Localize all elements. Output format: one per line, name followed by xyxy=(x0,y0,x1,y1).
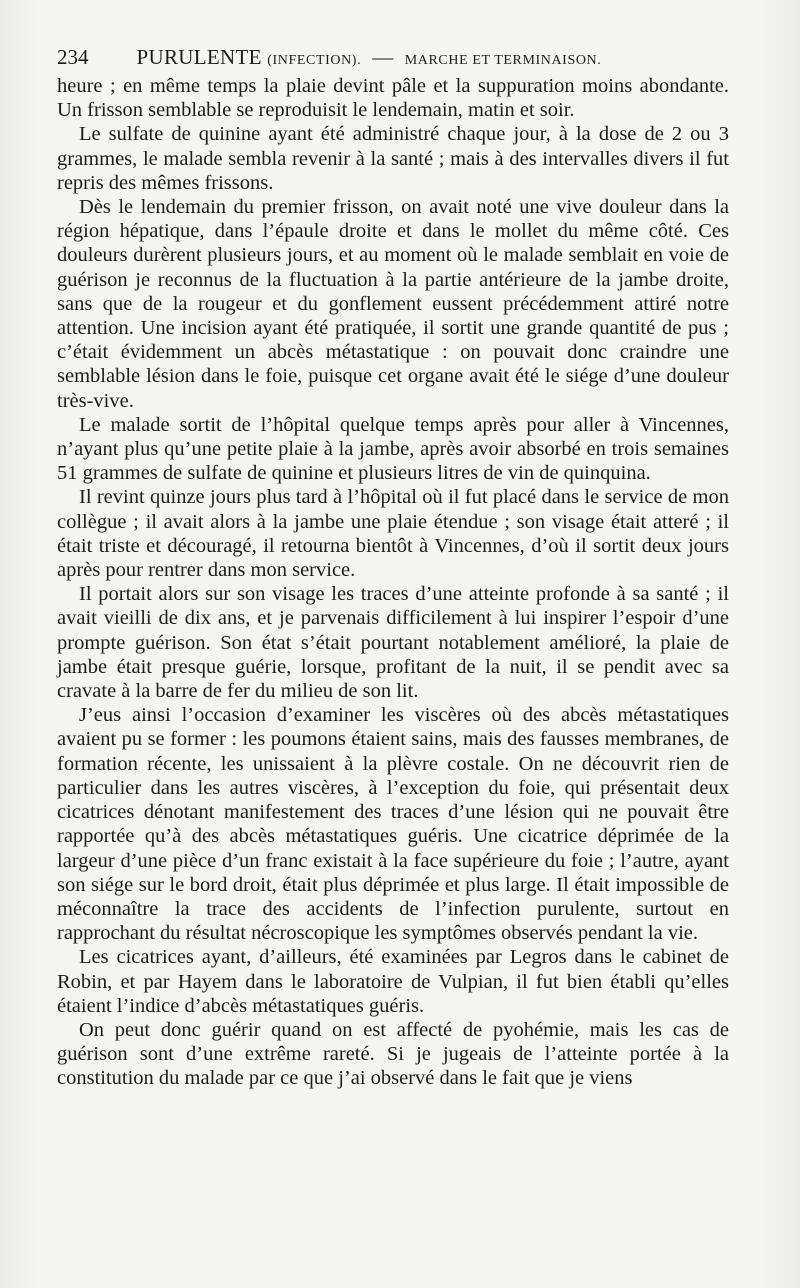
body-text xyxy=(57,74,729,1091)
running-title xyxy=(137,40,602,78)
running-title-main: PURULENTE xyxy=(136,45,262,69)
paragraph-8: Les cicatrices ayant, d’ailleurs, été examinées par Legros dans le cabinet de Robin, et par Hayem dans le laboratoire de Vulpian, il fut bien établi qu’elles étaient l’indice d’abcès métastatiques guéris. xyxy=(57,946,729,1017)
paragraph-3: Dès le lendemain du premier frisson, on avait noté une vive douleur dans la région hépatique, dans l’épaule droite et dans le mollet du même côté. Ces douleurs durèrent plusieurs jours, et au moment où le malade semblait en voie de guérison je reconnus de la fluctuation à la partie antérieure de la jambe droite, sans que de la rougeur et du gonflement eussent précédemment attiré notre attention. Une incision ayant été pratiquée, il sortit une grande quantité de pus ; c’était évidemment un abcès métastatique : on pouvait donc craindre une semblable lésion dans le foie, puisque cet organe avait été le siége d’une douleur très-vive. xyxy=(57,196,729,412)
paragraph-7: J’eus ainsi l’occasion d’examiner les viscères où des abcès métastatiques avaient pu se former : les poumons étaient sains, mais des fausses membranes, de formation récente, les unissaient à la plèvre costale. On ne découvrit rien de particulier dans les autres viscères, à l’exception du foie, qui présentait deux cicatrices dénotant manifestement des traces d’une lésion qui ne pouvait être rapportée qu’à des abcès métastatiques guéris. Une cicatrice déprimée de la largeur d’une pièce d’un franc existait à la face supérieure du foie ; l’autre, ayant son siége sur le bord droit, était plus déprimée et plus large. Il était impossible de méconnaître la trace des accidents de l’infection purulente, surtout en rapprochant du résultat nécroscopique les symptômes observés pendant la vie. xyxy=(57,704,729,945)
page-number: 234 xyxy=(57,45,89,69)
paragraph-2: Le sulfate de quinine ayant été administré chaque jour, à la dose de 2 ou 3 grammes, le malade sembla revenir à la santé ; mais à des intervalles divers il fut repris des mêmes frissons. xyxy=(57,123,729,194)
paragraph-9: On peut donc guérir quand on est affecté de pyohémie, mais les cas de guérison sont d’une extrême rareté. Si je jugeais de l’atteinte portée à la constitution du malade par ce que j’ai observé dans le fait que je viens xyxy=(57,1018,729,1090)
running-head xyxy=(57,40,747,74)
paragraph-4: Le malade sortit de l’hôpital quelque temps après pour aller à Vincennes, n’ayant plus qu’une petite plaie à la jambe, après avoir absorbé en trois semaines 51 grammes de sulfate de quinine et plusieurs litres de vin de quinquina. xyxy=(57,413,729,485)
running-title-paren: (INFECTION). xyxy=(267,53,362,68)
running-title-sub: MARCHE ET TERMINAISON. xyxy=(404,53,602,68)
paragraph-6: Il portait alors sur son visage les traces d’une atteinte profonde à sa santé ; il avait vieilli de dix ans, et je parvenais difficilement à lui inspirer l’espoir d’une prompte guérison. Son état s’était pourtant notablement amélioré, la plaie de jambe était presque guérie, lorsque, profitant de la nuit, il se pendit avec sa cravate à la barre de fer du milieu de son lit. xyxy=(57,583,729,703)
paragraph-1: heure ; en même temps la plaie devint pâle et la suppuration moins abondante. Un frisson semblable se reproduisit le lendemain, matin et soir. xyxy=(57,75,729,122)
running-title-dash: — xyxy=(372,45,394,69)
paragraph-5: Il revint quinze jours plus tard à l’hôpital où il fut placé dans le service de mon collègue ; il avait alors à la jambe une plaie étendue ; son visage était atteré ; il était triste et découragé, il retourna bientôt à Vincennes, d’où il sortit deux jours après pour rentrer dans mon service. xyxy=(57,486,729,582)
